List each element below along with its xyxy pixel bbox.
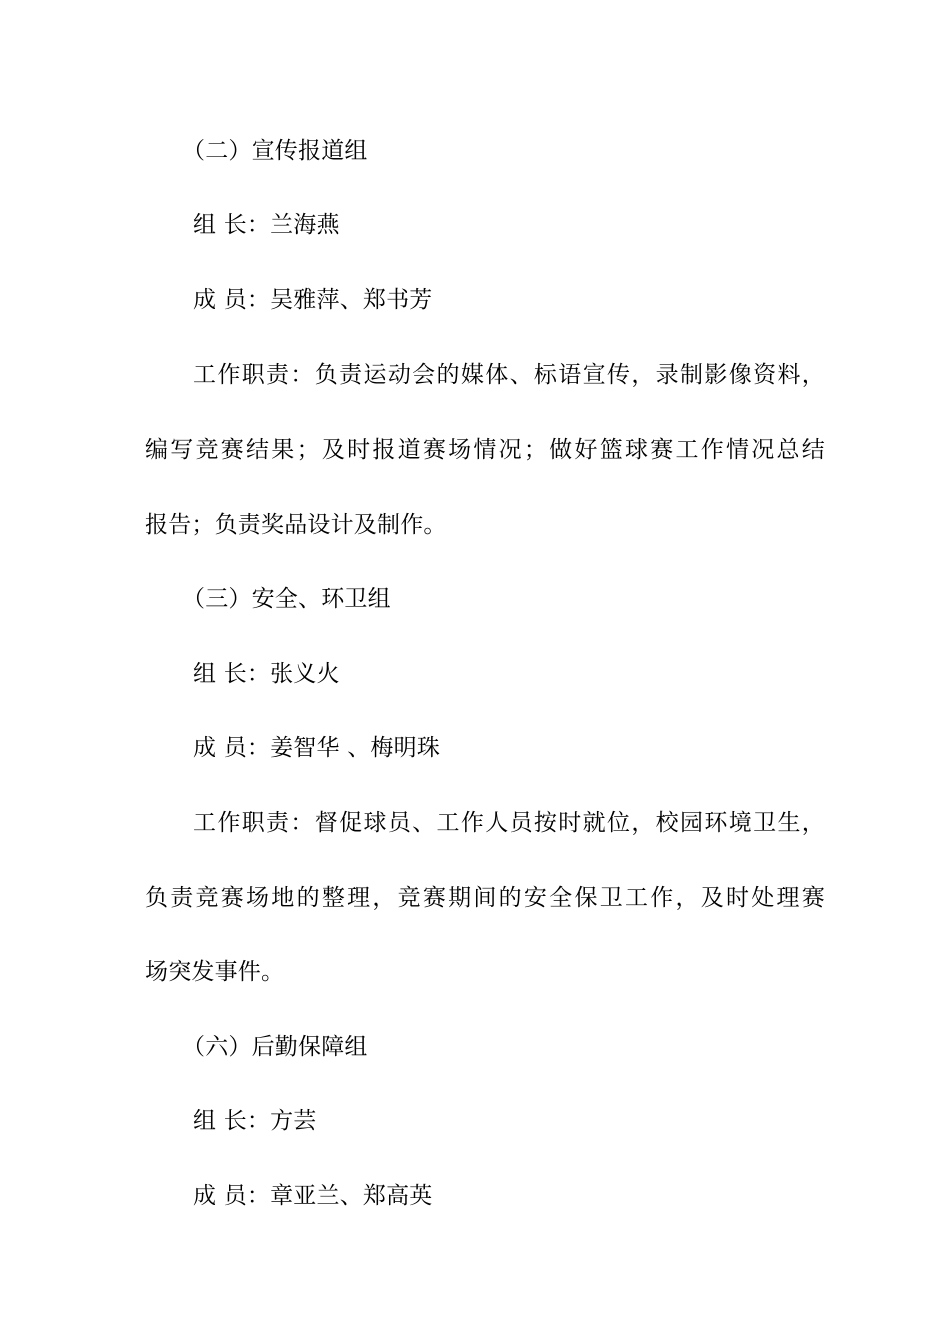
publicity-duties-line-1: 工作职责：负责运动会的媒体、标语宣传，录制影像资料， [193, 362, 825, 388]
publicity-duties-line-3: 报告；负责奖品设计及制作。 [145, 512, 447, 538]
publicity-leader: 组 长：兰海燕 [193, 212, 340, 238]
safety-members: 成 员：姜智华 、梅明珠 [193, 735, 441, 761]
safety-leader: 组 长：张义火 [193, 661, 340, 687]
safety-duties-line-1: 工作职责：督促球员、工作人员按时就位，校园环境卫生， [193, 810, 825, 836]
logistics-members: 成 员：章亚兰、郑高英 [193, 1183, 433, 1209]
section-heading-publicity: （二）宣传报道组 [182, 138, 368, 164]
publicity-duties-line-2: 编写竞赛结果；及时报道赛场情况；做好篮球赛工作情况总结 [145, 437, 825, 463]
section-heading-safety: （三）安全、环卫组 [182, 586, 391, 612]
safety-duties-line-3: 场突发事件。 [145, 959, 285, 985]
logistics-leader: 组 长：方芸 [193, 1108, 317, 1134]
section-heading-logistics: （六）后勤保障组 [182, 1034, 368, 1060]
safety-duties-line-2: 负责竞赛场地的整理，竞赛期间的安全保卫工作，及时处理赛 [145, 885, 825, 911]
publicity-members: 成 员：吴雅萍、郑书芳 [193, 287, 433, 313]
